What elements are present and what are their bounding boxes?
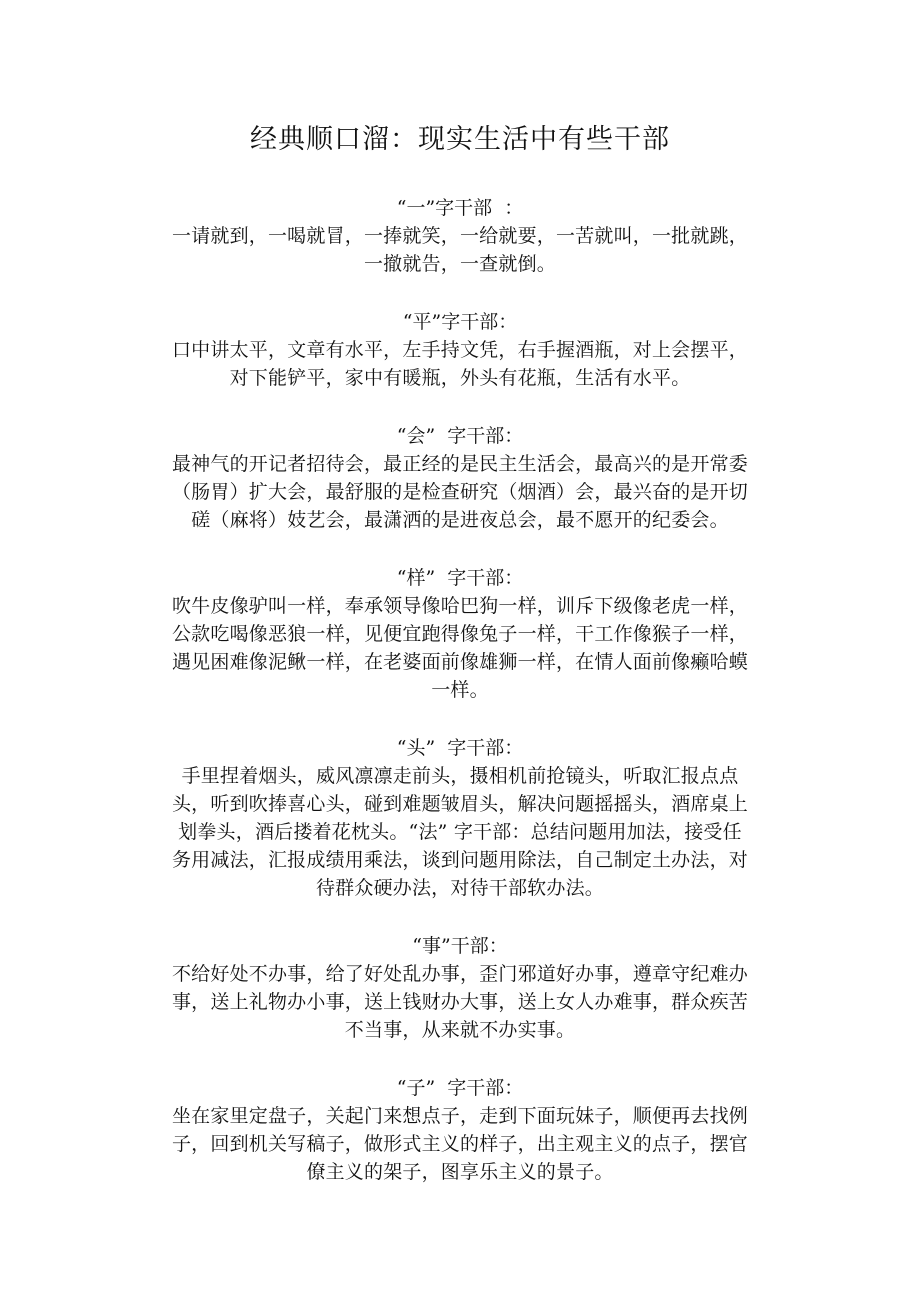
paragraph-line: 坐在家里定盘子，关起门来想点子，走到下面玩妹子，顺便再去找例 (171, 1105, 748, 1127)
paragraph-line: 事，送上礼物办小事，送上钱财办大事，送上女人办难事，群众疾苦 (171, 991, 748, 1013)
page-title: 经典顺口溜：现实生活中有些干部 (250, 124, 670, 155)
section-heading: “样” 字干部： (396, 567, 524, 589)
paragraph-line: 待群众硬办法，对待干部软办法。 (315, 877, 604, 899)
section-paragraph (140, 592, 780, 704)
section-paragraph (140, 1102, 780, 1186)
section-heading: “平”字干部： (402, 311, 518, 333)
section-paragraph (140, 336, 780, 392)
section-hui (140, 422, 780, 534)
paragraph-line: 吹牛皮像驴叫一样，奉承领导像哈巴狗一样，训斥下级像老虎一样， (171, 595, 748, 617)
document-body (140, 194, 780, 1216)
paragraph-line: 头，听到吹捧喜心头，碰到难题皱眉头，解决问题摇摇头，酒席桌上 (171, 793, 748, 815)
paragraph-line: 不给好处不办事，给了好处乱办事，歪门邪道好办事，遵章守纪难办 (171, 963, 748, 985)
section-paragraph (140, 450, 780, 534)
paragraph-line: 一撤就告，一查就倒。 (363, 253, 556, 275)
paragraph-line: 最神气的开记者招待会，最正经的是民主生活会，最高兴的是开常委 (171, 453, 748, 475)
paragraph-line: 不当事，从来就不办实事。 (344, 1019, 576, 1041)
paragraph-line: 子，回到机关写稿子，做形式主义的样子，出主观主义的点子，摆官 (171, 1133, 748, 1155)
section-shi (140, 932, 780, 1044)
section-paragraph (140, 960, 780, 1044)
paragraph-line: 务用减法，汇报成绩用乘法，谈到问题用除法，自己制定土办法，对 (171, 849, 748, 871)
paragraph-line: 一请就到，一喝就冒，一捧就笑，一给就要，一苦就叫，一批就跳， (171, 225, 748, 247)
paragraph-line: 对下能铲平，家中有暖瓶，外头有花瓶，生活有水平。 (229, 367, 691, 389)
section-zi (140, 1074, 780, 1186)
paragraph-line: 公款吃喝像恶狼一样，见便宜跑得像兔子一样，干工作像猴子一样， (171, 623, 748, 645)
section-tou (140, 734, 780, 902)
paragraph-line: 一样。 (431, 679, 489, 701)
section-ping (140, 308, 780, 392)
section-yang (140, 564, 780, 704)
paragraph-line: 划拳头，酒后搂着花枕头。“法” 字干部：总结问题用加法，接受任 (178, 821, 742, 843)
paragraph-line: 口中讲太平，文章有水平，左手持文凭，右手握酒瓶，对上会摆平， (171, 339, 748, 361)
section-heading: “头” 字干部： (396, 737, 524, 759)
paragraph-line: 磋（麻将）妓艺会，最潇洒的是进夜总会，最不愿开的纪委会。 (191, 509, 729, 531)
paragraph-line: 手里捏着烟头，威风凛凛走前头，摄相机前抢镜头，听取汇报点点 (181, 765, 739, 787)
section-heading: “一”字干部 ： (396, 197, 524, 219)
section-heading: “子” 字干部： (396, 1077, 524, 1099)
paragraph-line: 遇见困难像泥鳅一样，在老婆面前像雄狮一样，在情人面前像癞哈蟆 (171, 651, 748, 673)
paragraph-line: （肠胃）扩大会，最舒服的是检查研究（烟酒）会，最兴奋的是开切 (171, 481, 748, 503)
section-paragraph (140, 762, 780, 902)
section-paragraph (140, 222, 780, 278)
section-heading: “事”干部： (412, 935, 508, 957)
section-heading: “会” 字干部： (396, 425, 524, 447)
section-yi (140, 194, 780, 278)
paragraph-line: 僚主义的架子，图享乐主义的景子。 (306, 1161, 614, 1183)
